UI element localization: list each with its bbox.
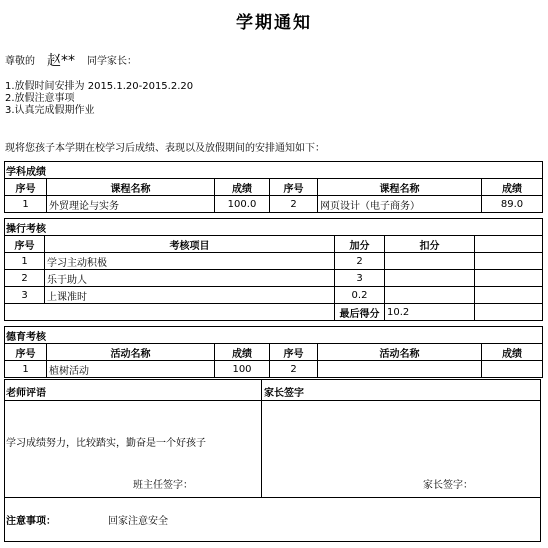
column-header: 成绩 xyxy=(215,179,270,196)
blank-cell xyxy=(475,253,543,270)
final-score-value: 10.2 xyxy=(385,304,475,321)
column-header: 扣分 xyxy=(385,236,475,253)
table-cell: 2 xyxy=(270,196,318,213)
column-header: 序号 xyxy=(5,344,47,361)
parent-signature-label: 家长签字： xyxy=(423,480,473,491)
column-header: 课程名称 xyxy=(47,179,215,196)
table-cell: 植树活动 xyxy=(47,361,215,378)
academic-table xyxy=(4,161,543,213)
column-header: 课程名称 xyxy=(318,179,482,196)
table-cell xyxy=(318,361,482,378)
teacher-signature-label: 班主任签字： xyxy=(133,480,193,491)
teacher-comment-text: 学习成绩努力，比较踏实，勤奋是一个好孩子 xyxy=(6,438,206,449)
table-cell: 2 xyxy=(335,253,385,270)
column-header: 成绩 xyxy=(482,179,543,196)
column-header: 序号 xyxy=(5,179,47,196)
greeting-prefix: 尊敬的 xyxy=(5,56,35,67)
notice-item: 3.认真完成假期作业 xyxy=(5,105,95,116)
section-title-academic: 学科成绩 xyxy=(5,162,543,179)
table-cell: 乐于助人 xyxy=(45,270,335,287)
table-cell: 网页设计（电子商务） xyxy=(318,196,482,213)
table-cell: 3 xyxy=(5,287,45,304)
table-cell: 外贸理论与实务 xyxy=(47,196,215,213)
intro-text: 现将您孩子本学期在校学习后成绩、表现以及放假期间的安排通知如下： xyxy=(5,143,325,154)
column-header: 活动名称 xyxy=(47,344,215,361)
table-cell: 学习主动积极 xyxy=(45,253,335,270)
column-header: 序号 xyxy=(270,179,318,196)
table-cell: 89.0 xyxy=(482,196,543,213)
table-row xyxy=(5,361,543,378)
table-cell xyxy=(385,253,475,270)
table-header-row xyxy=(5,236,543,253)
table-cell: 3 xyxy=(335,270,385,287)
teacher-comment-label: 老师评语 xyxy=(6,388,46,399)
greeting xyxy=(5,49,137,69)
column-header: 成绩 xyxy=(482,344,543,361)
blank-cell xyxy=(475,270,543,287)
conduct-table xyxy=(4,218,543,321)
moral-table xyxy=(4,326,543,378)
table-cell: 100 xyxy=(215,361,270,378)
blank-cell xyxy=(475,236,543,253)
column-header: 加分 xyxy=(335,236,385,253)
table-row xyxy=(5,270,543,287)
table-row xyxy=(5,287,543,304)
table-cell: 0.2 xyxy=(335,287,385,304)
table-cell: 1 xyxy=(5,196,47,213)
table-row xyxy=(5,196,543,213)
table-cell: 100.0 xyxy=(215,196,270,213)
table-cell: 1 xyxy=(5,253,45,270)
column-header: 序号 xyxy=(5,236,45,253)
parent-sign-label: 家长签字 xyxy=(264,388,304,399)
divider xyxy=(261,380,262,497)
notice-list xyxy=(5,81,193,117)
blank-cell xyxy=(475,304,543,321)
table-cell xyxy=(385,287,475,304)
table-cell xyxy=(385,270,475,287)
table-header-row xyxy=(5,179,543,196)
notes-label: 注意事项： xyxy=(6,516,56,527)
greeting-suffix: 同学家长： xyxy=(87,56,137,67)
final-score-label: 最后得分 xyxy=(335,304,385,321)
blank-cell xyxy=(475,287,543,304)
final-score-row xyxy=(5,304,543,321)
notice-item: 1.放假时间安排为 2015.1.20-2015.2.20 xyxy=(5,81,194,92)
section-title-conduct: 操行考核 xyxy=(5,219,543,236)
table-cell: 上课准时 xyxy=(45,287,335,304)
table-cell xyxy=(482,361,543,378)
table-cell: 1 xyxy=(5,361,47,378)
table-row xyxy=(5,253,543,270)
table-header-row xyxy=(5,344,543,361)
notice-item: 2.放假注意事项 xyxy=(5,93,75,104)
student-name: 赵** xyxy=(47,53,75,69)
divider xyxy=(5,497,540,498)
column-header: 考核项目 xyxy=(45,236,335,253)
table-cell: 2 xyxy=(5,270,45,287)
divider xyxy=(5,400,540,401)
section-title-moral: 德育考核 xyxy=(5,327,543,344)
comments-signature-block xyxy=(4,379,541,542)
column-header: 成绩 xyxy=(215,344,270,361)
notes-text: 回家注意安全 xyxy=(108,516,168,527)
column-header: 序号 xyxy=(270,344,318,361)
column-header: 活动名称 xyxy=(318,344,482,361)
page-title: 学期通知 xyxy=(236,13,312,33)
table-cell: 2 xyxy=(270,361,318,378)
